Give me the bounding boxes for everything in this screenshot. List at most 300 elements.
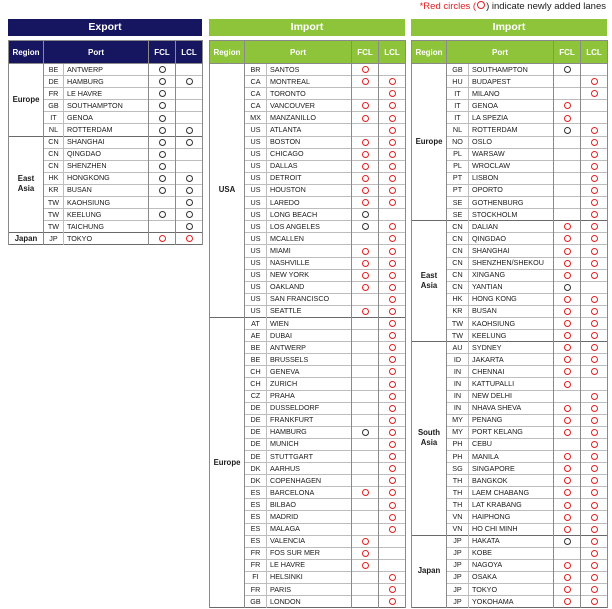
- new-lane-circle-icon: [591, 272, 598, 279]
- service-circle-icon: [159, 151, 166, 158]
- service-circle-icon: [159, 163, 166, 170]
- service-circle-icon: [186, 211, 193, 218]
- new-lane-circle-icon: [389, 465, 396, 472]
- fcl-cell: [352, 535, 379, 547]
- country-code-cell: NL: [447, 124, 469, 136]
- new-lane-circle-icon: [389, 78, 396, 85]
- service-circle-icon: [159, 90, 166, 97]
- fcl-cell: [149, 148, 176, 160]
- port-name-cell: SHANGHAI: [64, 136, 149, 148]
- lcl-cell: [581, 414, 608, 426]
- fcl-cell: [352, 438, 379, 450]
- table-row: [210, 317, 406, 329]
- port-name-cell: SEATTLE: [267, 305, 352, 317]
- region-cell: Europe: [412, 64, 447, 221]
- country-code-cell: SG: [447, 463, 469, 475]
- new-lane-circle-icon: [362, 115, 369, 122]
- port-name-cell: JAKARTA: [469, 354, 554, 366]
- country-code-cell: VN: [447, 523, 469, 535]
- fcl-cell: [554, 293, 581, 305]
- export-panel: [8, 19, 202, 245]
- country-code-cell: DE: [245, 402, 267, 414]
- import-panel-2: [411, 19, 607, 608]
- country-code-cell: IN: [447, 402, 469, 414]
- lcl-cell: [379, 88, 406, 100]
- port-name-cell: NAGOYA: [469, 559, 554, 571]
- country-code-cell: ES: [245, 523, 267, 535]
- port-name-cell: SHENZHEN: [64, 160, 149, 172]
- country-code-cell: TW: [44, 221, 64, 233]
- fcl-cell: [352, 414, 379, 426]
- lcl-cell: [581, 124, 608, 136]
- fcl-cell: [554, 378, 581, 390]
- country-code-cell: US: [245, 148, 267, 160]
- port-name-cell: QINGDAO: [469, 233, 554, 245]
- new-lane-circle-icon: [362, 175, 369, 182]
- table-row: [412, 535, 608, 547]
- fcl-cell: [352, 511, 379, 523]
- country-code-cell: IT: [44, 112, 64, 124]
- fcl-cell: [149, 184, 176, 196]
- port-name-cell: KOBE: [469, 547, 554, 559]
- port-name-cell: SYDNEY: [469, 342, 554, 354]
- lcl-cell: [379, 475, 406, 487]
- service-circle-icon: [159, 139, 166, 146]
- new-lane-circle-icon: [591, 223, 598, 230]
- new-lane-circle-icon: [591, 562, 598, 569]
- lcl-cell: [379, 221, 406, 233]
- fcl-cell: [554, 414, 581, 426]
- lcl-cell: [581, 184, 608, 196]
- region-cell: East Asia: [412, 221, 447, 342]
- new-lane-circle-icon: [564, 502, 571, 509]
- country-code-cell: US: [245, 184, 267, 196]
- port-name-cell: SAN FRANCISCO: [267, 293, 352, 305]
- new-lane-circle-icon: [591, 308, 598, 315]
- fcl-cell: [554, 487, 581, 499]
- fcl-cell: [554, 463, 581, 475]
- new-lane-circle-icon: [389, 151, 396, 158]
- lcl-cell: [581, 100, 608, 112]
- country-code-cell: PT: [447, 184, 469, 196]
- port-name-cell: TAICHUNG: [64, 221, 149, 233]
- lcl-cell: [581, 451, 608, 463]
- new-lane-circle-icon: [389, 284, 396, 291]
- country-code-cell: TW: [447, 317, 469, 329]
- new-lane-circle-icon: [389, 115, 396, 122]
- fcl-cell: [554, 257, 581, 269]
- country-code-cell: CH: [245, 378, 267, 390]
- port-name-cell: LA SPEZIA: [469, 112, 554, 124]
- table-body: [9, 64, 203, 245]
- fcl-cell: [149, 88, 176, 100]
- table-body: [210, 64, 406, 608]
- country-code-cell: DK: [245, 463, 267, 475]
- fcl-cell: [554, 402, 581, 414]
- fcl-cell: [554, 221, 581, 233]
- service-circle-icon: [362, 429, 369, 436]
- country-code-cell: AT: [245, 317, 267, 329]
- fcl-cell: [352, 160, 379, 172]
- port-name-cell: MUNICH: [267, 438, 352, 450]
- fcl-cell: [554, 596, 581, 608]
- port-name-cell: LAREDO: [267, 197, 352, 209]
- fcl-cell: [554, 390, 581, 402]
- country-code-cell: CN: [447, 221, 469, 233]
- country-code-cell: FR: [245, 547, 267, 559]
- port-name-cell: SOUTHAMPTON: [64, 100, 149, 112]
- lcl-cell: [581, 390, 608, 402]
- new-lane-circle-icon: [591, 477, 598, 484]
- country-code-cell: HU: [447, 76, 469, 88]
- new-lane-circle-icon: [591, 151, 598, 158]
- country-code-cell: IN: [447, 378, 469, 390]
- fcl-cell: [352, 100, 379, 112]
- lcl-cell: [581, 487, 608, 499]
- service-circle-icon: [159, 127, 166, 134]
- new-lane-circle-icon: [564, 514, 571, 521]
- new-lane-circle-icon: [389, 477, 396, 484]
- port-name-cell: MCALLEN: [267, 233, 352, 245]
- fcl-cell: [554, 523, 581, 535]
- port-name-cell: SHENZHEN/SHEKOU: [469, 257, 554, 269]
- col-header-region: Region: [9, 41, 44, 64]
- lcl-cell: [581, 64, 608, 76]
- port-name-cell: QINGDAO: [64, 148, 149, 160]
- legend-note: [420, 1, 606, 13]
- lcl-cell: [176, 112, 203, 124]
- port-name-cell: GENOA: [64, 112, 149, 124]
- port-name-cell: TOKYO: [469, 584, 554, 596]
- service-circle-icon: [159, 115, 166, 122]
- country-code-cell: FR: [245, 584, 267, 596]
- new-lane-circle-icon: [389, 344, 396, 351]
- lcl-cell: [379, 305, 406, 317]
- new-lane-circle-icon: [591, 175, 598, 182]
- new-lane-circle-icon: [591, 453, 598, 460]
- new-lane-circle-icon: [389, 139, 396, 146]
- lcl-cell: [379, 233, 406, 245]
- new-lane-circle-icon: [564, 272, 571, 279]
- fcl-cell: [554, 511, 581, 523]
- lcl-cell: [379, 402, 406, 414]
- port-name-cell: TOKYO: [64, 233, 149, 245]
- lcl-cell: [581, 499, 608, 511]
- lcl-cell: [379, 293, 406, 305]
- lcl-cell: [379, 523, 406, 535]
- country-code-cell: ES: [245, 535, 267, 547]
- port-name-cell: GENOA: [469, 100, 554, 112]
- port-name-cell: CEBU: [469, 438, 554, 450]
- fcl-cell: [352, 354, 379, 366]
- lcl-cell: [379, 596, 406, 608]
- service-circle-icon: [186, 175, 193, 182]
- new-lane-circle-icon: [389, 393, 396, 400]
- country-code-cell: CN: [447, 269, 469, 281]
- fcl-cell: [352, 233, 379, 245]
- new-lane-circle-icon: [591, 393, 598, 400]
- table-body: [412, 64, 608, 608]
- country-code-cell: US: [245, 269, 267, 281]
- service-circle-icon: [186, 187, 193, 194]
- country-code-cell: HK: [44, 172, 64, 184]
- port-name-cell: CHENNAI: [469, 366, 554, 378]
- country-code-cell: US: [245, 233, 267, 245]
- lcl-cell: [379, 269, 406, 281]
- new-lane-circle-icon: [389, 332, 396, 339]
- new-lane-circle-icon: [591, 356, 598, 363]
- country-code-cell: HK: [447, 293, 469, 305]
- lcl-cell: [581, 305, 608, 317]
- lcl-cell: [581, 366, 608, 378]
- new-lane-circle-icon: [389, 127, 396, 134]
- country-code-cell: DK: [245, 475, 267, 487]
- new-lane-circle-icon: [564, 308, 571, 315]
- service-circle-icon: [159, 78, 166, 85]
- lcl-cell: [379, 136, 406, 148]
- new-lane-circle-icon: [591, 332, 598, 339]
- country-code-cell: SE: [447, 197, 469, 209]
- new-lane-circle-icon: [362, 78, 369, 85]
- country-code-cell: TH: [447, 475, 469, 487]
- fcl-cell: [149, 124, 176, 136]
- port-name-cell: LOS ANGELES: [267, 221, 352, 233]
- port-name-cell: ATLANTA: [267, 124, 352, 136]
- port-name-cell: ANTWERP: [64, 64, 149, 76]
- lcl-cell: [379, 390, 406, 402]
- lcl-cell: [581, 523, 608, 535]
- fcl-cell: [352, 487, 379, 499]
- service-circle-icon: [186, 139, 193, 146]
- fcl-cell: [352, 76, 379, 88]
- col-header-lcl: LCL: [379, 41, 406, 64]
- country-code-cell: TH: [447, 487, 469, 499]
- new-lane-circle-icon: [362, 151, 369, 158]
- lcl-cell: [176, 124, 203, 136]
- fcl-cell: [554, 317, 581, 329]
- table-row: [210, 64, 406, 76]
- country-code-cell: KR: [447, 305, 469, 317]
- country-code-cell: BE: [44, 64, 64, 76]
- lcl-cell: [379, 451, 406, 463]
- new-lane-circle-icon: [564, 429, 571, 436]
- export-title: Export: [8, 19, 202, 36]
- port-name-cell: DUSSELDORF: [267, 402, 352, 414]
- fcl-cell: [554, 136, 581, 148]
- lcl-cell: [379, 257, 406, 269]
- fcl-cell: [352, 257, 379, 269]
- lcl-cell: [379, 172, 406, 184]
- new-lane-circle-icon: [564, 586, 571, 593]
- country-code-cell: CA: [245, 76, 267, 88]
- country-code-cell: GB: [44, 100, 64, 112]
- new-lane-circle-icon: [564, 477, 571, 484]
- new-lane-circle-icon: [389, 417, 396, 424]
- service-circle-icon: [564, 66, 571, 73]
- fcl-cell: [149, 160, 176, 172]
- region-cell: East Asia: [9, 136, 44, 233]
- fcl-cell: [352, 197, 379, 209]
- new-lane-circle-icon: [564, 465, 571, 472]
- lcl-cell: [581, 221, 608, 233]
- new-lane-circle-icon: [362, 562, 369, 569]
- port-name-cell: NASHVILLE: [267, 257, 352, 269]
- table-row: [9, 136, 203, 148]
- lcl-cell: [379, 414, 406, 426]
- fcl-cell: [352, 281, 379, 293]
- fcl-cell: [352, 221, 379, 233]
- country-code-cell: ES: [245, 511, 267, 523]
- import-table-1: [209, 40, 406, 608]
- new-lane-circle-icon: [159, 235, 166, 242]
- port-name-cell: LAEM CHABANG: [469, 487, 554, 499]
- new-lane-circle-icon: [362, 248, 369, 255]
- country-code-cell: CN: [44, 136, 64, 148]
- col-header-fcl: FCL: [554, 41, 581, 64]
- lcl-cell: [379, 378, 406, 390]
- country-code-cell: CN: [447, 245, 469, 257]
- new-lane-circle-icon: [591, 260, 598, 267]
- country-code-cell: JP: [447, 559, 469, 571]
- service-circle-icon: [186, 223, 193, 230]
- country-code-cell: JP: [447, 584, 469, 596]
- fcl-cell: [352, 378, 379, 390]
- port-name-cell: STOCKHOLM: [469, 209, 554, 221]
- lcl-cell: [176, 221, 203, 233]
- country-code-cell: CA: [245, 88, 267, 100]
- country-code-cell: US: [245, 305, 267, 317]
- new-lane-circle-icon: [362, 272, 369, 279]
- port-name-cell: CHICAGO: [267, 148, 352, 160]
- lcl-cell: [379, 499, 406, 511]
- port-name-cell: HAMBURG: [64, 76, 149, 88]
- new-lane-circle-icon: [591, 235, 598, 242]
- import-title-1: Import: [209, 19, 405, 36]
- port-name-cell: BILBAO: [267, 499, 352, 511]
- lcl-cell: [581, 426, 608, 438]
- col-header-region: Region: [210, 41, 245, 64]
- new-lane-circle-icon: [362, 139, 369, 146]
- fcl-cell: [352, 136, 379, 148]
- new-lane-circle-icon: [362, 550, 369, 557]
- country-code-cell: US: [245, 136, 267, 148]
- import-title-2: Import: [411, 19, 607, 36]
- lcl-cell: [379, 76, 406, 88]
- port-name-cell: LE HAVRE: [64, 88, 149, 100]
- country-code-cell: GB: [447, 64, 469, 76]
- new-lane-circle-icon: [362, 538, 369, 545]
- country-code-cell: IN: [447, 390, 469, 402]
- new-lane-circle-icon: [362, 66, 369, 73]
- new-lane-circle-icon: [362, 284, 369, 291]
- lcl-cell: [176, 64, 203, 76]
- new-lane-circle-icon: [564, 223, 571, 230]
- fcl-cell: [149, 209, 176, 221]
- new-lane-circle-icon: [564, 115, 571, 122]
- new-lane-circle-icon: [564, 562, 571, 569]
- lcl-cell: [176, 148, 203, 160]
- new-lane-circle-icon: [591, 441, 598, 448]
- port-name-cell: HAMBURG: [267, 426, 352, 438]
- port-name-cell: WARSAW: [469, 148, 554, 160]
- port-name-cell: KAOHSIUNG: [469, 317, 554, 329]
- lcl-cell: [379, 354, 406, 366]
- port-name-cell: STUTTGART: [267, 451, 352, 463]
- port-name-cell: SINGAPORE: [469, 463, 554, 475]
- lcl-cell: [176, 209, 203, 221]
- new-lane-circle-icon: [389, 320, 396, 327]
- fcl-cell: [554, 64, 581, 76]
- new-lane-circle-icon: [591, 139, 598, 146]
- country-code-cell: FR: [44, 88, 64, 100]
- new-lane-circle-icon: [591, 526, 598, 533]
- new-lane-circle-icon: [389, 296, 396, 303]
- country-code-cell: NO: [447, 136, 469, 148]
- country-code-cell: ID: [447, 354, 469, 366]
- new-lane-circle-icon: [564, 344, 571, 351]
- new-lane-circle-icon: [591, 344, 598, 351]
- lcl-cell: [581, 330, 608, 342]
- country-code-cell: US: [245, 245, 267, 257]
- fcl-cell: [352, 245, 379, 257]
- fcl-cell: [352, 571, 379, 583]
- country-code-cell: PH: [447, 438, 469, 450]
- fcl-cell: [352, 172, 379, 184]
- fcl-cell: [554, 245, 581, 257]
- lcl-cell: [379, 366, 406, 378]
- port-name-cell: WROCLAW: [469, 160, 554, 172]
- new-lane-circle-icon: [591, 320, 598, 327]
- port-name-cell: SANTOS: [267, 64, 352, 76]
- lcl-cell: [581, 88, 608, 100]
- new-lane-circle-icon: [591, 187, 598, 194]
- country-code-cell: JP: [447, 535, 469, 547]
- port-name-cell: NHAVA SHEVA: [469, 402, 554, 414]
- port-name-cell: BUSAN: [64, 184, 149, 196]
- new-lane-circle-icon: [591, 211, 598, 218]
- lcl-cell: [581, 148, 608, 160]
- lcl-cell: [581, 269, 608, 281]
- new-lane-circle-icon: [591, 429, 598, 436]
- new-lane-circle-icon: [564, 332, 571, 339]
- lcl-cell: [581, 136, 608, 148]
- port-name-cell: DETROIT: [267, 172, 352, 184]
- new-lane-circle-icon: [564, 598, 571, 605]
- new-lane-circle-icon: [564, 320, 571, 327]
- lcl-cell: [379, 571, 406, 583]
- country-code-cell: BE: [245, 354, 267, 366]
- port-name-cell: NEW YORK: [267, 269, 352, 281]
- lcl-cell: [379, 112, 406, 124]
- country-code-cell: US: [245, 293, 267, 305]
- lcl-cell: [379, 184, 406, 196]
- import-panel-1: [209, 19, 405, 608]
- lcl-cell: [581, 438, 608, 450]
- new-lane-circle-icon: [591, 248, 598, 255]
- country-code-cell: IT: [447, 112, 469, 124]
- col-header-port: Port: [447, 41, 554, 64]
- new-lane-circle-icon: [591, 296, 598, 303]
- fcl-cell: [554, 366, 581, 378]
- country-code-cell: IN: [447, 366, 469, 378]
- new-lane-circle-icon: [389, 502, 396, 509]
- new-lane-circle-icon: [591, 489, 598, 496]
- port-name-cell: COPENHAGEN: [267, 475, 352, 487]
- service-circle-icon: [362, 223, 369, 230]
- new-lane-circle-icon: [564, 417, 571, 424]
- lcl-cell: [581, 378, 608, 390]
- port-name-cell: ZURICH: [267, 378, 352, 390]
